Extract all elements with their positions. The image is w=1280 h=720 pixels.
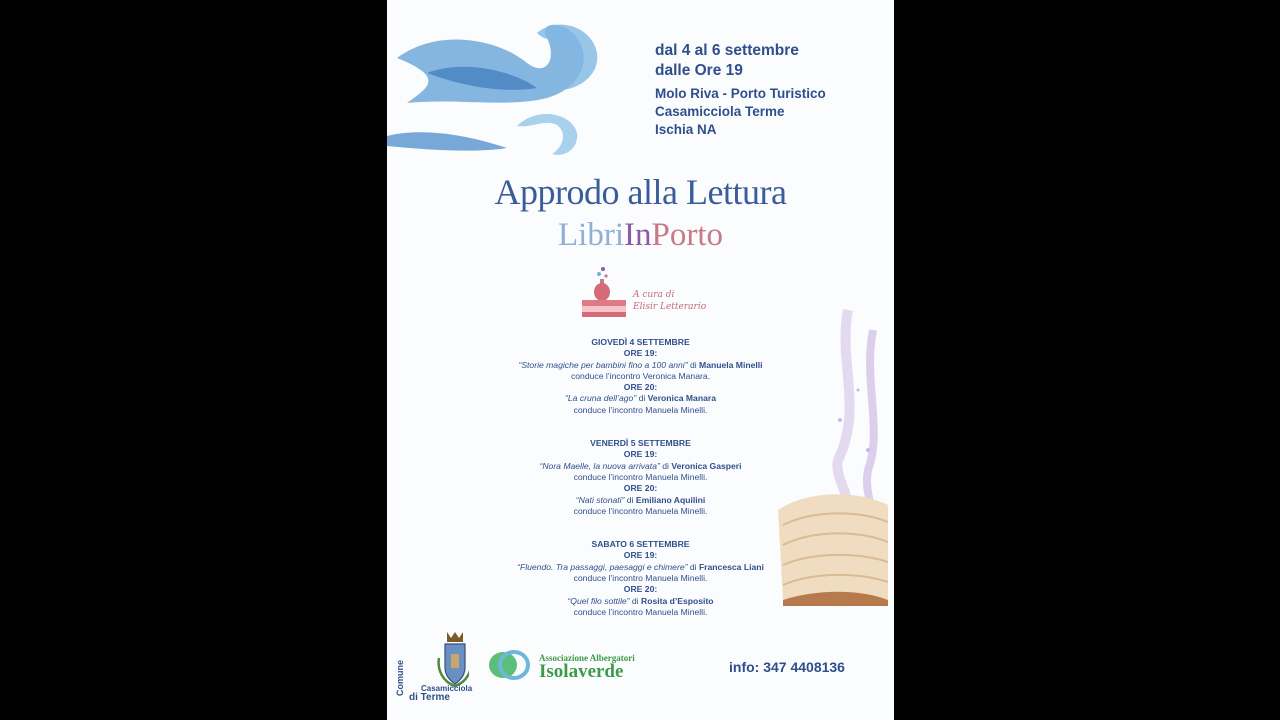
- by-label: di: [659, 460, 672, 471]
- association-name: Isolaverde: [539, 661, 624, 682]
- event-time-line: dalle Ore 19: [655, 62, 743, 79]
- by-label: di: [636, 393, 648, 404]
- place-line: Casamicciola Terme: [655, 104, 785, 119]
- place-line: Molo Riva - Porto Turistico: [655, 86, 826, 101]
- poster-subtitle: [387, 217, 894, 254]
- author-name: Rosita d’Esposito: [640, 595, 714, 606]
- slot-host: conduce l’incontro Manuela Minelli.: [573, 606, 708, 617]
- by-label: di: [687, 561, 699, 572]
- poster: [387, 0, 894, 720]
- comune-name-line: di Terme: [409, 692, 450, 703]
- isolaverde-logo: [487, 647, 531, 683]
- slot-time: ORE 20:: [623, 584, 658, 595]
- place-line: Ischia NA: [655, 122, 717, 137]
- day-title: VENERDÌ 5 SETTEMBRE: [590, 438, 691, 449]
- program-day: [387, 438, 894, 517]
- work-title: “Fluendo. Tra passaggi, paesaggi e chimere”: [517, 561, 688, 572]
- curator-line: Elisir Letterario: [633, 302, 707, 312]
- slot-work-line: [387, 562, 894, 573]
- slot-host: conduce l’incontro Manuela Minelli.: [573, 573, 708, 584]
- work-title: “Storie magiche per bambini fino a 100 anni”: [518, 359, 688, 370]
- event-place: [655, 85, 826, 139]
- day-title: GIOVEDÌ 4 SETTEMBRE: [591, 337, 690, 347]
- association-label: Associazione Albergatori: [539, 653, 635, 663]
- program-schedule: [387, 337, 894, 640]
- slot-host: conduce l’incontro Manuela Minelli.: [573, 471, 708, 482]
- slot-time: ORE 19:: [623, 550, 658, 561]
- slot-work-line: [387, 596, 894, 607]
- day-title: SABATO 6 SETTEMBRE: [591, 539, 690, 550]
- slot-work-line: [387, 393, 894, 404]
- comune-name: [409, 684, 472, 702]
- work-title: “Nora Maelle, la nuova arrivata”: [539, 460, 660, 471]
- by-label: di: [629, 595, 641, 606]
- watercolor-waves-decoration: [387, 18, 617, 168]
- subtitle-part-in: In: [623, 217, 652, 253]
- slot-host: conduce l’incontro Veronica Manara.: [570, 370, 710, 381]
- author-name: Veronica Manara: [647, 393, 716, 404]
- curator-line: A cura di: [633, 290, 675, 300]
- info-phone: info: 347 4408136: [729, 659, 845, 675]
- author-name: Emiliano Aquilini: [635, 494, 706, 505]
- event-info: [655, 41, 826, 139]
- slot-host: conduce l’incontro Manuela Minelli.: [573, 505, 708, 516]
- slot-time: ORE 19:: [623, 449, 658, 460]
- author-name: Francesca Liani: [698, 561, 764, 572]
- slot-time: ORE 19:: [623, 348, 658, 359]
- slot-work-line: [387, 461, 894, 472]
- curator-text: [633, 289, 706, 313]
- work-title: “Quel filo sottile”: [567, 595, 630, 606]
- slot-time: ORE 20:: [623, 382, 658, 393]
- slot-host: conduce l’incontro Manuela Minelli.: [573, 404, 708, 415]
- by-label: di: [687, 359, 700, 370]
- author-name: Veronica Gasperi: [671, 460, 742, 471]
- program-day: [387, 539, 894, 618]
- work-title: “La cruna dell’ago”: [565, 393, 637, 404]
- subtitle-part-libri: Libri: [558, 217, 624, 253]
- comune-label: Comune: [395, 660, 405, 696]
- work-title: “Nati stonati”: [575, 494, 625, 505]
- poster-title: Approdo alla Lettura: [494, 172, 787, 212]
- program-day: [387, 337, 894, 416]
- subtitle-part-porto: Porto: [651, 217, 723, 253]
- comune-name-line: Casamicciola: [421, 684, 473, 693]
- author-name: Manuela Minelli: [699, 359, 763, 370]
- slot-time: ORE 20:: [623, 483, 658, 494]
- slot-work-line: [387, 360, 894, 371]
- event-dates-line: dal 4 al 6 settembre: [655, 42, 799, 59]
- by-label: di: [624, 494, 636, 505]
- slot-work-line: [387, 495, 894, 506]
